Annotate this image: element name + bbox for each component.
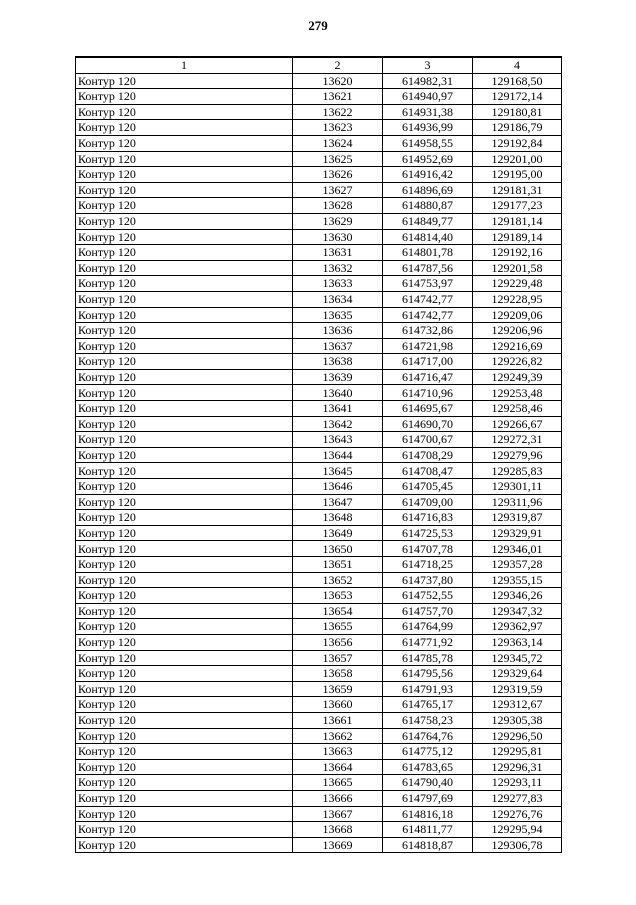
- y-coordinate-cell: 129296,31: [473, 759, 562, 775]
- contour-name-cell: Контур 120: [76, 432, 293, 448]
- table-row: [76, 790, 562, 806]
- table-row: [76, 588, 562, 604]
- x-coordinate-cell: 614880,87: [383, 198, 473, 214]
- y-coordinate-cell: 129181,14: [473, 213, 562, 229]
- point-number-cell: 13664: [293, 759, 383, 775]
- contour-name-cell: Контур 120: [76, 712, 293, 728]
- x-coordinate-cell: 614795,56: [383, 666, 473, 682]
- contour-name-cell: Контур 120: [76, 463, 293, 479]
- contour-name-cell: Контур 120: [76, 276, 293, 292]
- table-body: [76, 73, 562, 853]
- point-number-cell: 13647: [293, 494, 383, 510]
- contour-name-cell: Контур 120: [76, 151, 293, 167]
- y-coordinate-cell: 129312,67: [473, 697, 562, 713]
- contour-name-cell: Контур 120: [76, 213, 293, 229]
- contour-name-cell: Контур 120: [76, 323, 293, 339]
- table-row: [76, 775, 562, 791]
- y-coordinate-cell: 129311,96: [473, 494, 562, 510]
- y-coordinate-cell: 129266,67: [473, 416, 562, 432]
- header-col-3: 3: [383, 57, 473, 73]
- contour-name-cell: Контур 120: [76, 759, 293, 775]
- table-row: [76, 104, 562, 120]
- point-number-cell: 13625: [293, 151, 383, 167]
- contour-name-cell: Контур 120: [76, 806, 293, 822]
- x-coordinate-cell: 614896,69: [383, 182, 473, 198]
- table-row: [76, 728, 562, 744]
- table-row: [76, 447, 562, 463]
- point-number-cell: 13669: [293, 837, 383, 853]
- x-coordinate-cell: 614716,47: [383, 369, 473, 385]
- x-coordinate-cell: 614765,17: [383, 697, 473, 713]
- contour-name-cell: Контур 120: [76, 525, 293, 541]
- contour-name-cell: Контур 120: [76, 120, 293, 136]
- point-number-cell: 13649: [293, 525, 383, 541]
- y-coordinate-cell: 129168,50: [473, 73, 562, 89]
- x-coordinate-cell: 614940,97: [383, 89, 473, 105]
- contour-name-cell: Контур 120: [76, 697, 293, 713]
- contour-name-cell: Контур 120: [76, 557, 293, 573]
- table-row: [76, 338, 562, 354]
- x-coordinate-cell: 614783,65: [383, 759, 473, 775]
- x-coordinate-cell: 614710,96: [383, 385, 473, 401]
- y-coordinate-cell: 129357,28: [473, 557, 562, 573]
- table-row: [76, 276, 562, 292]
- y-coordinate-cell: 129180,81: [473, 104, 562, 120]
- x-coordinate-cell: 614742,77: [383, 291, 473, 307]
- y-coordinate-cell: 129355,15: [473, 572, 562, 588]
- contour-name-cell: Контур 120: [76, 229, 293, 245]
- point-number-cell: 13640: [293, 385, 383, 401]
- point-number-cell: 13666: [293, 790, 383, 806]
- x-coordinate-cell: 614690,70: [383, 416, 473, 432]
- x-coordinate-cell: 614705,45: [383, 479, 473, 495]
- coordinates-table: [75, 56, 562, 853]
- contour-name-cell: Контур 120: [76, 182, 293, 198]
- x-coordinate-cell: 614801,78: [383, 245, 473, 261]
- table-row: [76, 479, 562, 495]
- table-row: [76, 541, 562, 557]
- contour-name-cell: Контур 120: [76, 666, 293, 682]
- point-number-cell: 13658: [293, 666, 383, 682]
- page-number: 279: [308, 18, 328, 33]
- table-row: [76, 432, 562, 448]
- header-col-2: 2: [293, 57, 383, 73]
- table-row: [76, 603, 562, 619]
- point-number-cell: 13639: [293, 369, 383, 385]
- table-row: [76, 634, 562, 650]
- x-coordinate-cell: 614737,80: [383, 572, 473, 588]
- y-coordinate-cell: 129345,72: [473, 650, 562, 666]
- table-row: [76, 557, 562, 573]
- point-number-cell: 13638: [293, 354, 383, 370]
- point-number-cell: 13653: [293, 588, 383, 604]
- table-row: [76, 666, 562, 682]
- table-row: [76, 385, 562, 401]
- y-coordinate-cell: 129177,23: [473, 198, 562, 214]
- point-number-cell: 13629: [293, 213, 383, 229]
- x-coordinate-cell: 614742,77: [383, 307, 473, 323]
- point-number-cell: 13645: [293, 463, 383, 479]
- x-coordinate-cell: 614732,86: [383, 323, 473, 339]
- y-coordinate-cell: 129226,82: [473, 354, 562, 370]
- point-number-cell: 13642: [293, 416, 383, 432]
- y-coordinate-cell: 129319,59: [473, 681, 562, 697]
- point-number-cell: 13652: [293, 572, 383, 588]
- point-number-cell: 13626: [293, 167, 383, 183]
- contour-name-cell: Контур 120: [76, 572, 293, 588]
- point-number-cell: 13620: [293, 73, 383, 89]
- table-row: [76, 619, 562, 635]
- point-number-cell: 13643: [293, 432, 383, 448]
- point-number-cell: 13665: [293, 775, 383, 791]
- x-coordinate-cell: 614797,69: [383, 790, 473, 806]
- contour-name-cell: Контур 120: [76, 104, 293, 120]
- y-coordinate-cell: 129285,83: [473, 463, 562, 479]
- x-coordinate-cell: 614700,67: [383, 432, 473, 448]
- table-row: [76, 494, 562, 510]
- x-coordinate-cell: 614952,69: [383, 151, 473, 167]
- point-number-cell: 13668: [293, 822, 383, 838]
- table-row: [76, 697, 562, 713]
- x-coordinate-cell: 614931,38: [383, 104, 473, 120]
- table-row: [76, 151, 562, 167]
- table-row: [76, 323, 562, 339]
- y-coordinate-cell: 129206,96: [473, 323, 562, 339]
- x-coordinate-cell: 614709,00: [383, 494, 473, 510]
- x-coordinate-cell: 614708,47: [383, 463, 473, 479]
- header-col-1: 1: [76, 57, 293, 73]
- x-coordinate-cell: 614716,83: [383, 510, 473, 526]
- x-coordinate-cell: 614790,40: [383, 775, 473, 791]
- y-coordinate-cell: 129192,16: [473, 245, 562, 261]
- header-col-4: 4: [473, 57, 562, 73]
- contour-name-cell: Контур 120: [76, 291, 293, 307]
- table-row: [76, 135, 562, 151]
- table-row: [76, 182, 562, 198]
- x-coordinate-cell: 614849,77: [383, 213, 473, 229]
- x-coordinate-cell: 614752,55: [383, 588, 473, 604]
- x-coordinate-cell: 614916,42: [383, 167, 473, 183]
- table-row: [76, 806, 562, 822]
- contour-name-cell: Контур 120: [76, 479, 293, 495]
- x-coordinate-cell: 614982,31: [383, 73, 473, 89]
- point-number-cell: 13627: [293, 182, 383, 198]
- y-coordinate-cell: 129186,79: [473, 120, 562, 136]
- x-coordinate-cell: 614707,78: [383, 541, 473, 557]
- table-row: [76, 229, 562, 245]
- y-coordinate-cell: 129277,83: [473, 790, 562, 806]
- y-coordinate-cell: 129347,32: [473, 603, 562, 619]
- y-coordinate-cell: 129195,00: [473, 167, 562, 183]
- contour-name-cell: Контур 120: [76, 245, 293, 261]
- contour-name-cell: Контур 120: [76, 447, 293, 463]
- y-coordinate-cell: 129293,11: [473, 775, 562, 791]
- point-number-cell: 13662: [293, 728, 383, 744]
- point-number-cell: 13622: [293, 104, 383, 120]
- table-row: [76, 510, 562, 526]
- y-coordinate-cell: 129279,96: [473, 447, 562, 463]
- table-row: [76, 260, 562, 276]
- point-number-cell: 13648: [293, 510, 383, 526]
- y-coordinate-cell: 129301,11: [473, 479, 562, 495]
- point-number-cell: 13657: [293, 650, 383, 666]
- y-coordinate-cell: 129229,48: [473, 276, 562, 292]
- x-coordinate-cell: 614758,23: [383, 712, 473, 728]
- contour-name-cell: Контур 120: [76, 260, 293, 276]
- x-coordinate-cell: 614771,92: [383, 634, 473, 650]
- table-row: [76, 525, 562, 541]
- table-row: [76, 245, 562, 261]
- y-coordinate-cell: 129296,50: [473, 728, 562, 744]
- x-coordinate-cell: 614814,40: [383, 229, 473, 245]
- point-number-cell: 13656: [293, 634, 383, 650]
- contour-name-cell: Контур 120: [76, 135, 293, 151]
- point-number-cell: 13634: [293, 291, 383, 307]
- contour-name-cell: Контур 120: [76, 89, 293, 105]
- point-number-cell: 13651: [293, 557, 383, 573]
- y-coordinate-cell: 129189,14: [473, 229, 562, 245]
- table-row: [76, 73, 562, 89]
- x-coordinate-cell: 614708,29: [383, 447, 473, 463]
- table-row: [76, 822, 562, 838]
- x-coordinate-cell: 614764,99: [383, 619, 473, 635]
- x-coordinate-cell: 614695,67: [383, 401, 473, 417]
- contour-name-cell: Контур 120: [76, 198, 293, 214]
- point-number-cell: 13621: [293, 89, 383, 105]
- x-coordinate-cell: 614753,97: [383, 276, 473, 292]
- contour-name-cell: Контур 120: [76, 385, 293, 401]
- contour-name-cell: Контур 120: [76, 790, 293, 806]
- contour-name-cell: Контур 120: [76, 603, 293, 619]
- point-number-cell: 13667: [293, 806, 383, 822]
- y-coordinate-cell: 129276,76: [473, 806, 562, 822]
- y-coordinate-cell: 129172,14: [473, 89, 562, 105]
- table-row: [76, 572, 562, 588]
- contour-name-cell: Контур 120: [76, 728, 293, 744]
- point-number-cell: 13660: [293, 697, 383, 713]
- contour-name-cell: Контур 120: [76, 837, 293, 853]
- contour-name-cell: Контур 120: [76, 541, 293, 557]
- y-coordinate-cell: 129253,48: [473, 385, 562, 401]
- table-row: [76, 369, 562, 385]
- x-coordinate-cell: 614725,53: [383, 525, 473, 541]
- contour-name-cell: Контур 120: [76, 588, 293, 604]
- table-row: [76, 354, 562, 370]
- y-coordinate-cell: 129201,58: [473, 260, 562, 276]
- y-coordinate-cell: 129258,46: [473, 401, 562, 417]
- table-row: [76, 837, 562, 853]
- contour-name-cell: Контур 120: [76, 73, 293, 89]
- table-row: [76, 759, 562, 775]
- point-number-cell: 13635: [293, 307, 383, 323]
- y-coordinate-cell: 129363,14: [473, 634, 562, 650]
- y-coordinate-cell: 129362,97: [473, 619, 562, 635]
- contour-name-cell: Контур 120: [76, 307, 293, 323]
- point-number-cell: 13644: [293, 447, 383, 463]
- x-coordinate-cell: 614958,55: [383, 135, 473, 151]
- y-coordinate-cell: 129295,94: [473, 822, 562, 838]
- point-number-cell: 13633: [293, 276, 383, 292]
- table-row: [76, 463, 562, 479]
- table-row: [76, 198, 562, 214]
- point-number-cell: 13654: [293, 603, 383, 619]
- table-row: [76, 307, 562, 323]
- table-row: [76, 650, 562, 666]
- point-number-cell: 13624: [293, 135, 383, 151]
- point-number-cell: 13628: [293, 198, 383, 214]
- contour-name-cell: Контур 120: [76, 744, 293, 760]
- contour-name-cell: Контур 120: [76, 681, 293, 697]
- y-coordinate-cell: 129272,31: [473, 432, 562, 448]
- point-number-cell: 13631: [293, 245, 383, 261]
- point-number-cell: 13650: [293, 541, 383, 557]
- point-number-cell: 13661: [293, 712, 383, 728]
- point-number-cell: 13641: [293, 401, 383, 417]
- table-row: [76, 744, 562, 760]
- table-row: [76, 712, 562, 728]
- table-row: [76, 213, 562, 229]
- x-coordinate-cell: 614775,12: [383, 744, 473, 760]
- y-coordinate-cell: 129346,26: [473, 588, 562, 604]
- table-row: [76, 291, 562, 307]
- contour-name-cell: Контур 120: [76, 369, 293, 385]
- contour-name-cell: Контур 120: [76, 510, 293, 526]
- table-row: [76, 401, 562, 417]
- table-row: [76, 120, 562, 136]
- contour-name-cell: Контур 120: [76, 775, 293, 791]
- point-number-cell: 13637: [293, 338, 383, 354]
- contour-name-cell: Контур 120: [76, 167, 293, 183]
- y-coordinate-cell: 129201,00: [473, 151, 562, 167]
- table-row: [76, 416, 562, 432]
- y-coordinate-cell: 129319,87: [473, 510, 562, 526]
- point-number-cell: 13646: [293, 479, 383, 495]
- point-number-cell: 13655: [293, 619, 383, 635]
- x-coordinate-cell: 614718,25: [383, 557, 473, 573]
- table-row: [76, 89, 562, 105]
- y-coordinate-cell: 129305,38: [473, 712, 562, 728]
- contour-name-cell: Контур 120: [76, 822, 293, 838]
- x-coordinate-cell: 614717,00: [383, 354, 473, 370]
- x-coordinate-cell: 614816,18: [383, 806, 473, 822]
- x-coordinate-cell: 614811,77: [383, 822, 473, 838]
- x-coordinate-cell: 614721,98: [383, 338, 473, 354]
- contour-name-cell: Контур 120: [76, 650, 293, 666]
- table-row: [76, 167, 562, 183]
- point-number-cell: 13636: [293, 323, 383, 339]
- point-number-cell: 13623: [293, 120, 383, 136]
- contour-name-cell: Контур 120: [76, 338, 293, 354]
- y-coordinate-cell: 129192,84: [473, 135, 562, 151]
- y-coordinate-cell: 129306,78: [473, 837, 562, 853]
- x-coordinate-cell: 614785,78: [383, 650, 473, 666]
- table-header: [76, 57, 562, 73]
- y-coordinate-cell: 129346,01: [473, 541, 562, 557]
- contour-name-cell: Контур 120: [76, 634, 293, 650]
- y-coordinate-cell: 129295,81: [473, 744, 562, 760]
- y-coordinate-cell: 129228,95: [473, 291, 562, 307]
- table-row: [76, 681, 562, 697]
- y-coordinate-cell: 129209,06: [473, 307, 562, 323]
- x-coordinate-cell: 614791,93: [383, 681, 473, 697]
- point-number-cell: 13659: [293, 681, 383, 697]
- point-number-cell: 13632: [293, 260, 383, 276]
- x-coordinate-cell: 614818,87: [383, 837, 473, 853]
- contour-name-cell: Контур 120: [76, 354, 293, 370]
- x-coordinate-cell: 614764,76: [383, 728, 473, 744]
- y-coordinate-cell: 129181,31: [473, 182, 562, 198]
- y-coordinate-cell: 129329,91: [473, 525, 562, 541]
- x-coordinate-cell: 614936,99: [383, 120, 473, 136]
- point-number-cell: 13630: [293, 229, 383, 245]
- header-row: [76, 57, 562, 73]
- contour-name-cell: Контур 120: [76, 401, 293, 417]
- contour-name-cell: Контур 120: [76, 494, 293, 510]
- contour-name-cell: Контур 120: [76, 619, 293, 635]
- contour-name-cell: Контур 120: [76, 416, 293, 432]
- x-coordinate-cell: 614757,70: [383, 603, 473, 619]
- point-number-cell: 13663: [293, 744, 383, 760]
- y-coordinate-cell: 129329,64: [473, 666, 562, 682]
- x-coordinate-cell: 614787,56: [383, 260, 473, 276]
- y-coordinate-cell: 129216,69: [473, 338, 562, 354]
- y-coordinate-cell: 129249,39: [473, 369, 562, 385]
